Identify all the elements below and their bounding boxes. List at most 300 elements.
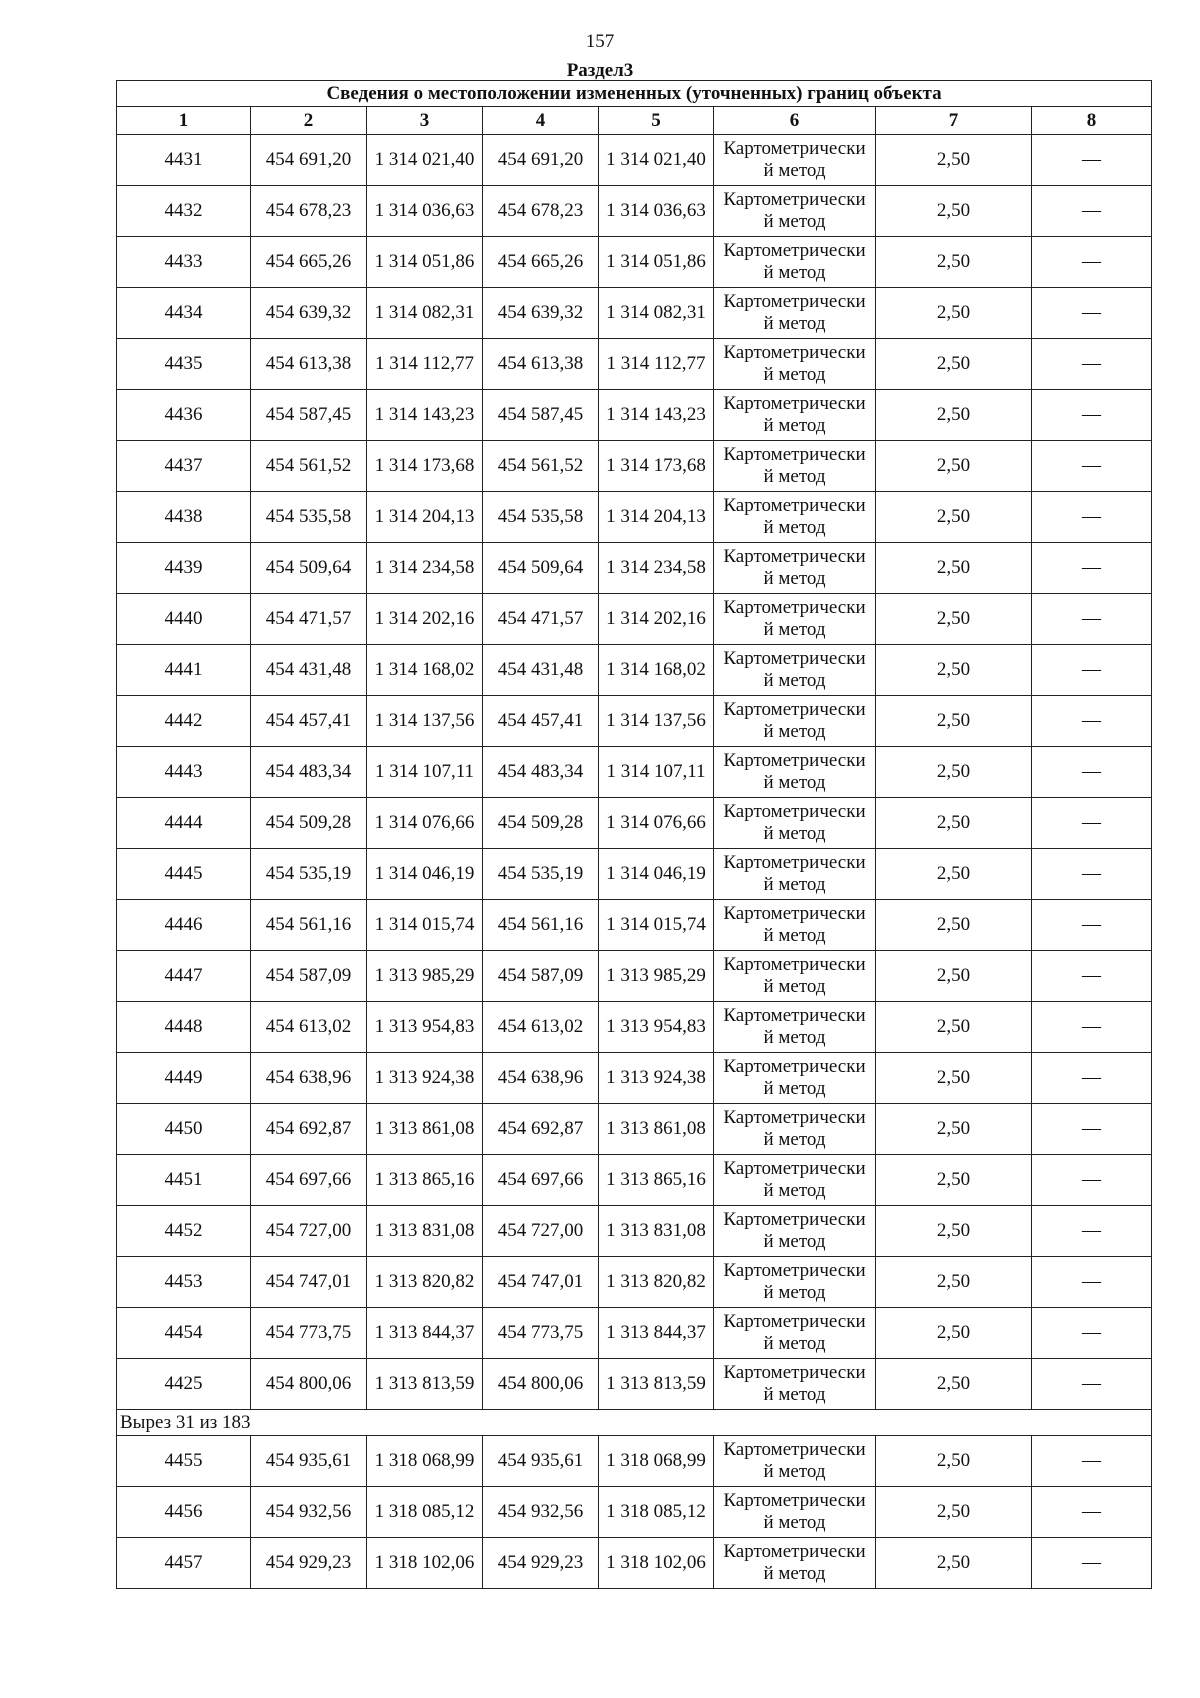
point-number-cell: 4453 [117,1257,251,1308]
y-new-cell: 1 314 137,56 [599,696,714,747]
y-old-cell: 1 313 985,29 [367,951,483,1002]
x-new-cell: 454 483,34 [483,747,599,798]
x-old-cell: 454 483,34 [251,747,367,798]
method-cell [714,1359,876,1410]
y-old-cell: 1 314 107,11 [367,747,483,798]
x-new-cell: 454 471,57 [483,594,599,645]
note-cell: — [1032,339,1152,390]
method-cell [714,900,876,951]
table-row [117,798,1152,849]
method-line-2: й метод [763,976,826,997]
error-cell: 2,50 [876,543,1032,594]
x-new-cell: 454 800,06 [483,1359,599,1410]
x-old-cell: 454 535,58 [251,492,367,543]
note-cell: — [1032,1002,1152,1053]
method-line-2: й метод [763,466,826,487]
note-cell: — [1032,1359,1152,1410]
method-cell [714,798,876,849]
table-row [117,1053,1152,1104]
method-cell [714,849,876,900]
y-old-cell: 1 314 082,31 [367,288,483,339]
y-new-cell: 1 314 234,58 [599,543,714,594]
x-old-cell: 454 431,48 [251,645,367,696]
y-old-cell: 1 313 820,82 [367,1257,483,1308]
point-number-cell: 4449 [117,1053,251,1104]
x-old-cell: 454 471,57 [251,594,367,645]
error-cell: 2,50 [876,1359,1032,1410]
note-cell: — [1032,441,1152,492]
method-line-1: Картометрически [723,1490,866,1511]
x-new-cell: 454 929,23 [483,1538,599,1589]
x-new-cell: 454 509,28 [483,798,599,849]
col-header-5: 5 [599,107,714,135]
x-new-cell: 454 639,32 [483,288,599,339]
table-row [117,492,1152,543]
x-old-cell: 454 692,87 [251,1104,367,1155]
table-row [117,1257,1152,1308]
table-caption: Сведения о местоположении измененных (уточненных) границ объекта [117,81,1152,107]
x-old-cell: 454 800,06 [251,1359,367,1410]
method-cell [714,747,876,798]
x-new-cell: 454 561,52 [483,441,599,492]
x-old-cell: 454 509,28 [251,798,367,849]
method-cell [714,645,876,696]
point-number-cell: 4433 [117,237,251,288]
x-old-cell: 454 691,20 [251,135,367,186]
y-new-cell: 1 313 985,29 [599,951,714,1002]
y-new-cell: 1 314 202,16 [599,594,714,645]
method-line-2: й метод [763,415,826,436]
method-line-2: й метод [763,1563,826,1584]
point-number-cell: 4439 [117,543,251,594]
point-number-cell: 4432 [117,186,251,237]
note-cell: — [1032,1308,1152,1359]
x-old-cell: 454 932,56 [251,1487,367,1538]
error-cell: 2,50 [876,696,1032,747]
x-old-cell: 454 678,23 [251,186,367,237]
method-line-2: й метод [763,262,826,283]
method-line-2: й метод [763,823,826,844]
error-cell: 2,50 [876,1436,1032,1487]
error-cell: 2,50 [876,1538,1032,1589]
error-cell: 2,50 [876,645,1032,696]
y-old-cell: 1 314 168,02 [367,645,483,696]
x-new-cell: 454 727,00 [483,1206,599,1257]
y-old-cell: 1 314 076,66 [367,798,483,849]
note-cell: — [1032,390,1152,441]
x-new-cell: 454 697,66 [483,1155,599,1206]
method-line-1: Картометрически [723,1541,866,1562]
x-new-cell: 454 692,87 [483,1104,599,1155]
method-line-2: й метод [763,925,826,946]
method-cell [714,135,876,186]
error-cell: 2,50 [876,1308,1032,1359]
point-number-cell: 4442 [117,696,251,747]
method-cell [714,339,876,390]
method-line-1: Картометрически [723,699,866,720]
table-row [117,900,1152,951]
subsection-label: Вырез 31 из 183 [117,1410,1152,1436]
error-cell: 2,50 [876,135,1032,186]
y-new-cell: 1 318 102,06 [599,1538,714,1589]
method-line-2: й метод [763,670,826,691]
method-line-2: й метод [763,1333,826,1354]
y-new-cell: 1 314 204,13 [599,492,714,543]
y-new-cell: 1 313 954,83 [599,1002,714,1053]
subsection-body [117,1410,1152,1436]
error-cell: 2,50 [876,441,1032,492]
error-cell: 2,50 [876,951,1032,1002]
method-line-1: Картометрически [723,240,866,261]
table-body-before [117,135,1152,1410]
x-new-cell: 454 638,96 [483,1053,599,1104]
note-cell: — [1032,900,1152,951]
method-line-1: Картометрически [723,1311,866,1332]
method-cell [714,594,876,645]
x-old-cell: 454 457,41 [251,696,367,747]
y-new-cell: 1 314 173,68 [599,441,714,492]
method-cell [714,1155,876,1206]
error-cell: 2,50 [876,1155,1032,1206]
table-row [117,1308,1152,1359]
x-new-cell: 454 935,61 [483,1436,599,1487]
point-number-cell: 4438 [117,492,251,543]
table-row [117,747,1152,798]
y-old-cell: 1 313 813,59 [367,1359,483,1410]
y-new-cell: 1 314 021,40 [599,135,714,186]
error-cell: 2,50 [876,1002,1032,1053]
method-line-1: Картометрически [723,1107,866,1128]
y-new-cell: 1 314 082,31 [599,288,714,339]
method-cell [714,1104,876,1155]
header-row [117,107,1152,135]
table-row [117,1155,1152,1206]
method-cell [714,1257,876,1308]
x-old-cell: 454 639,32 [251,288,367,339]
method-cell [714,1206,876,1257]
col-header-7: 7 [876,107,1032,135]
y-old-cell: 1 314 036,63 [367,186,483,237]
note-cell: — [1032,1257,1152,1308]
method-line-2: й метод [763,160,826,181]
point-number-cell: 4434 [117,288,251,339]
table-row [117,951,1152,1002]
x-new-cell: 454 561,16 [483,900,599,951]
note-cell: — [1032,1487,1152,1538]
error-cell: 2,50 [876,186,1032,237]
method-cell [714,237,876,288]
point-number-cell: 4440 [117,594,251,645]
table-row [117,594,1152,645]
y-old-cell: 1 314 234,58 [367,543,483,594]
method-line-1: Картометрически [723,648,866,669]
note-cell: — [1032,747,1152,798]
point-number-cell: 4425 [117,1359,251,1410]
x-new-cell: 454 587,45 [483,390,599,441]
note-cell: — [1032,1053,1152,1104]
table-row [117,390,1152,441]
method-cell [714,951,876,1002]
error-cell: 2,50 [876,1104,1032,1155]
method-cell [714,288,876,339]
y-new-cell: 1 313 820,82 [599,1257,714,1308]
point-number-cell: 4431 [117,135,251,186]
table-row [117,1436,1152,1487]
method-line-1: Картометрически [723,393,866,414]
y-old-cell: 1 314 137,56 [367,696,483,747]
y-new-cell: 1 318 068,99 [599,1436,714,1487]
method-line-1: Картометрически [723,852,866,873]
method-cell [714,1538,876,1589]
error-cell: 2,50 [876,747,1032,798]
col-header-1: 1 [117,107,251,135]
table-row [117,1359,1152,1410]
y-new-cell: 1 313 813,59 [599,1359,714,1410]
x-old-cell: 454 613,02 [251,1002,367,1053]
method-line-1: Картометрически [723,597,866,618]
col-header-2: 2 [251,107,367,135]
x-new-cell: 454 535,19 [483,849,599,900]
table-row [117,543,1152,594]
note-cell: — [1032,186,1152,237]
note-cell: — [1032,1538,1152,1589]
method-line-2: й метод [763,1027,826,1048]
y-new-cell: 1 313 861,08 [599,1104,714,1155]
method-cell [714,696,876,747]
y-new-cell: 1 318 085,12 [599,1487,714,1538]
y-old-cell: 1 313 831,08 [367,1206,483,1257]
method-line-2: й метод [763,1180,826,1201]
y-new-cell: 1 313 865,16 [599,1155,714,1206]
x-new-cell: 454 431,48 [483,645,599,696]
method-line-1: Картометрически [723,1260,866,1281]
point-number-cell: 4443 [117,747,251,798]
y-old-cell: 1 313 924,38 [367,1053,483,1104]
x-new-cell: 454 691,20 [483,135,599,186]
method-line-2: й метод [763,1231,826,1252]
method-line-1: Картометрически [723,750,866,771]
y-old-cell: 1 314 021,40 [367,135,483,186]
error-cell: 2,50 [876,900,1032,951]
method-cell [714,1053,876,1104]
y-new-cell: 1 314 112,77 [599,339,714,390]
x-old-cell: 454 935,61 [251,1436,367,1487]
y-old-cell: 1 318 085,12 [367,1487,483,1538]
method-line-1: Картометрически [723,1005,866,1026]
point-number-cell: 4435 [117,339,251,390]
error-cell: 2,50 [876,798,1032,849]
method-line-2: й метод [763,721,826,742]
x-new-cell: 454 665,26 [483,237,599,288]
x-old-cell: 454 747,01 [251,1257,367,1308]
y-new-cell: 1 314 051,86 [599,237,714,288]
method-line-2: й метод [763,364,826,385]
method-line-2: й метод [763,1282,826,1303]
table-row [117,288,1152,339]
error-cell: 2,50 [876,237,1032,288]
point-number-cell: 4454 [117,1308,251,1359]
y-new-cell: 1 313 924,38 [599,1053,714,1104]
method-line-1: Картометрически [723,1439,866,1460]
y-old-cell: 1 314 204,13 [367,492,483,543]
method-line-2: й метод [763,568,826,589]
method-line-1: Картометрически [723,291,866,312]
table-body-after [117,1436,1152,1589]
x-new-cell: 454 932,56 [483,1487,599,1538]
method-cell [714,1002,876,1053]
y-old-cell: 1 318 102,06 [367,1538,483,1589]
error-cell: 2,50 [876,1487,1032,1538]
method-line-1: Картометрически [723,138,866,159]
table-row [117,1104,1152,1155]
note-cell: — [1032,288,1152,339]
x-old-cell: 454 613,38 [251,339,367,390]
x-new-cell: 454 509,64 [483,543,599,594]
point-number-cell: 4444 [117,798,251,849]
error-cell: 2,50 [876,849,1032,900]
y-new-cell: 1 314 107,11 [599,747,714,798]
point-number-cell: 4445 [117,849,251,900]
method-line-1: Картометрически [723,1056,866,1077]
method-cell [714,492,876,543]
note-cell: — [1032,492,1152,543]
point-number-cell: 4452 [117,1206,251,1257]
method-line-1: Картометрически [723,444,866,465]
note-cell: — [1032,849,1152,900]
y-new-cell: 1 314 015,74 [599,900,714,951]
method-line-2: й метод [763,772,826,793]
method-line-2: й метод [763,1384,826,1405]
note-cell: — [1032,1436,1152,1487]
table-row [117,645,1152,696]
y-new-cell: 1 314 046,19 [599,849,714,900]
note-cell: — [1032,798,1152,849]
x-old-cell: 454 727,00 [251,1206,367,1257]
y-new-cell: 1 313 844,37 [599,1308,714,1359]
y-old-cell: 1 313 954,83 [367,1002,483,1053]
table-row [117,696,1152,747]
x-new-cell: 454 747,01 [483,1257,599,1308]
x-old-cell: 454 561,52 [251,441,367,492]
method-line-1: Картометрически [723,903,866,924]
method-line-2: й метод [763,619,826,640]
y-old-cell: 1 314 173,68 [367,441,483,492]
point-number-cell: 4455 [117,1436,251,1487]
y-new-cell: 1 314 143,23 [599,390,714,441]
y-new-cell: 1 313 831,08 [599,1206,714,1257]
table-row [117,339,1152,390]
col-header-4: 4 [483,107,599,135]
table-row [117,441,1152,492]
x-new-cell: 454 535,58 [483,492,599,543]
y-old-cell: 1 313 861,08 [367,1104,483,1155]
x-old-cell: 454 509,64 [251,543,367,594]
method-line-1: Картометрически [723,801,866,822]
method-cell [714,1308,876,1359]
x-old-cell: 454 638,96 [251,1053,367,1104]
method-cell [714,1487,876,1538]
method-line-1: Картометрически [723,1158,866,1179]
y-new-cell: 1 314 036,63 [599,186,714,237]
point-number-cell: 4457 [117,1538,251,1589]
method-line-1: Картометрически [723,954,866,975]
method-line-1: Картометрически [723,495,866,516]
y-old-cell: 1 313 865,16 [367,1155,483,1206]
method-cell [714,186,876,237]
method-line-1: Картометрически [723,1209,866,1230]
note-cell: — [1032,951,1152,1002]
note-cell: — [1032,594,1152,645]
point-number-cell: 4447 [117,951,251,1002]
y-old-cell: 1 314 143,23 [367,390,483,441]
y-old-cell: 1 314 051,86 [367,237,483,288]
note-cell: — [1032,696,1152,747]
table-row [117,1002,1152,1053]
y-new-cell: 1 314 076,66 [599,798,714,849]
y-old-cell: 1 314 046,19 [367,849,483,900]
x-new-cell: 454 587,09 [483,951,599,1002]
point-number-cell: 4450 [117,1104,251,1155]
x-new-cell: 454 457,41 [483,696,599,747]
col-header-8: 8 [1032,107,1152,135]
note-cell: — [1032,645,1152,696]
note-cell: — [1032,1104,1152,1155]
method-line-1: Картометрически [723,342,866,363]
y-old-cell: 1 314 015,74 [367,900,483,951]
col-header-6: 6 [714,107,876,135]
note-cell: — [1032,135,1152,186]
x-old-cell: 454 561,16 [251,900,367,951]
point-number-cell: 4446 [117,900,251,951]
x-old-cell: 454 697,66 [251,1155,367,1206]
y-old-cell: 1 318 068,99 [367,1436,483,1487]
error-cell: 2,50 [876,390,1032,441]
method-cell [714,1436,876,1487]
section-title: Раздел3 [566,60,634,81]
error-cell: 2,50 [876,1206,1032,1257]
method-line-2: й метод [763,1461,826,1482]
note-cell: — [1032,543,1152,594]
x-old-cell: 454 665,26 [251,237,367,288]
point-number-cell: 4436 [117,390,251,441]
x-old-cell: 454 773,75 [251,1308,367,1359]
boundary-coordinates-table [116,80,1152,1589]
error-cell: 2,50 [876,1053,1032,1104]
x-old-cell: 454 535,19 [251,849,367,900]
x-old-cell: 454 587,09 [251,951,367,1002]
x-old-cell: 454 587,45 [251,390,367,441]
method-line-2: й метод [763,211,826,232]
error-cell: 2,50 [876,1257,1032,1308]
page-number: 157 [585,31,615,52]
x-new-cell: 454 613,02 [483,1002,599,1053]
table-row [117,135,1152,186]
note-cell: — [1032,237,1152,288]
table-row [117,1538,1152,1589]
col-header-3: 3 [367,107,483,135]
x-new-cell: 454 613,38 [483,339,599,390]
error-cell: 2,50 [876,288,1032,339]
error-cell: 2,50 [876,492,1032,543]
method-line-2: й метод [763,1078,826,1099]
method-line-2: й метод [763,1512,826,1533]
point-number-cell: 4448 [117,1002,251,1053]
note-cell: — [1032,1155,1152,1206]
method-cell [714,543,876,594]
method-line-2: й метод [763,874,826,895]
table-row [117,186,1152,237]
table-row [117,1206,1152,1257]
